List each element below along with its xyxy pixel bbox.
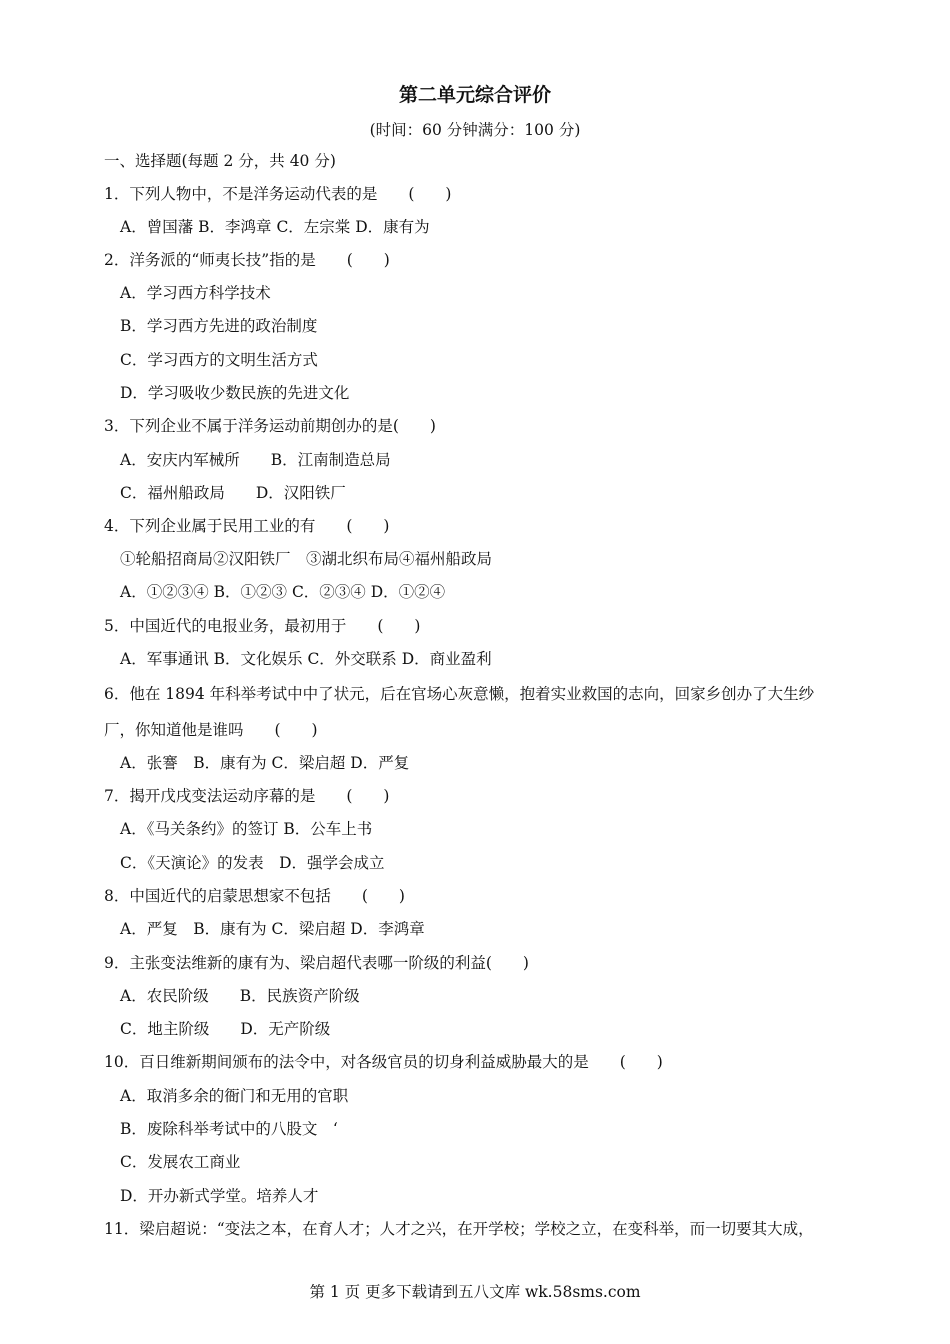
question-10-option-d: D．开办新式学堂。培养人才	[120, 1187, 319, 1205]
question-1-options: A．曾国藩 B．李鸿章 C．左宗棠 D．康有为	[120, 218, 430, 236]
question-6-continued: 厂，你知道他是谁吗 ( )	[104, 721, 318, 739]
question-2-option-d: D．学习吸收少数民族的先进文化	[120, 384, 350, 402]
exam-info: (时间：60 分钟满分：100 分)	[369, 121, 581, 139]
question-10-option-b: B．废除科举考试中的八股文 ‘	[120, 1120, 338, 1138]
question-6-options: A．张謇 B．康有为 C．梁启超 D．严复	[120, 754, 410, 772]
question-2-option-c: C．学习西方的文明生活方式	[120, 351, 318, 369]
question-8-options: A．严复 B．康有为 C．梁启超 D．李鸿章	[120, 920, 425, 938]
question-3-options-ab: A．安庆内军械所 B．江南制造总局	[120, 451, 391, 469]
question-9-options-ab: A．农民阶级 B．民族资产阶级	[120, 987, 360, 1005]
question-11: 11．梁启超说：“变法之本，在育人才；人才之兴，在开学校；学校之立，在变科举，而一切要其大成，	[104, 1220, 814, 1238]
question-4: 4．下列企业属于民用工业的有 ( )	[104, 517, 390, 535]
question-10-option-c: C．发展农工商业	[120, 1153, 241, 1171]
question-2: 2．洋务派的“师夷长技”指的是 ( )	[104, 251, 390, 269]
page-title: 第二单元综合评价	[398, 84, 551, 106]
question-2-option-b: B．学习西方先进的政治制度	[120, 317, 318, 335]
question-6: 6．他在 1894 年科举考试中中了状元，后在官场心灰意懒，抱着实业救国的志向，回家乡创办了大生纱	[104, 685, 815, 703]
question-3: 3．下列企业不属于洋务运动前期创办的是( )	[104, 417, 436, 435]
question-5-options: A．军事通讯 B．文化娱乐 C．外交联系 D．商业盈利	[120, 650, 492, 668]
question-7: 7．揭开戊戌变法运动序幕的是 ( )	[104, 787, 390, 805]
question-2-option-a: A．学习西方科学技术	[120, 284, 271, 302]
question-3-options-cd: C．福州船政局 D．汉阳铁厂	[120, 484, 346, 502]
question-4-items: ①轮船招商局②汉阳铁厂 ③湖北织布局④福州船政局	[120, 550, 493, 568]
question-10: 10．百日维新期间颁布的法令中，对各级官员的切身利益威胁最大的是 ( )	[104, 1053, 663, 1071]
question-1: 1．下列人物中，不是洋务运动代表的是 ( )	[104, 185, 452, 203]
question-9-options-cd: C．地主阶级 D．无产阶级	[120, 1020, 331, 1038]
question-5: 5．中国近代的电报业务，最初用于 ( )	[104, 617, 421, 635]
section-heading: 一、选择题(每题 2 分，共 40 分)	[104, 152, 336, 170]
question-10-option-a: A．取消多余的衙门和无用的官职	[120, 1087, 349, 1105]
question-9: 9．主张变法维新的康有为、梁启超代表哪一阶级的利益( )	[104, 954, 529, 972]
question-7-options-cd: C．《天演论》的发表 D．强学会成立	[120, 854, 385, 872]
question-8: 8．中国近代的启蒙思想家不包括 ( )	[104, 887, 405, 905]
question-4-options: A．①②③④ B．①②③ C．②③④ D．①②④	[120, 583, 446, 601]
page-footer: 第 1 页 更多下载请到五八文库 wk.58sms.com	[309, 1283, 641, 1301]
question-7-options-ab: A．《马关条约》的签订 B．公车上书	[120, 820, 373, 838]
